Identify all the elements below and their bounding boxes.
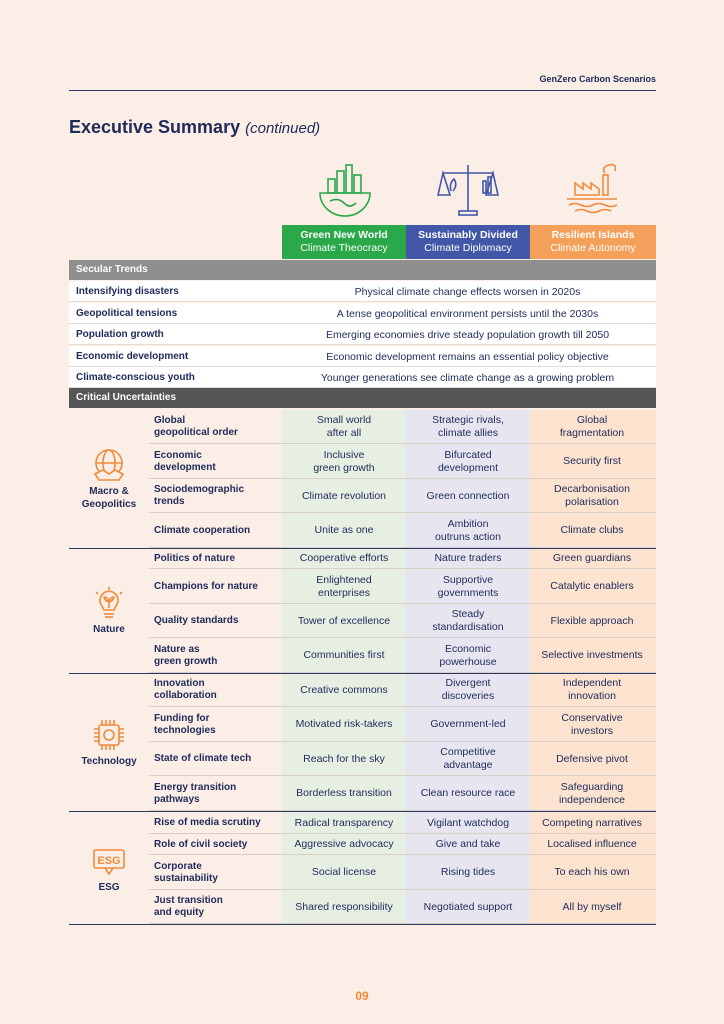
- trend-row: [69, 367, 656, 388]
- trend-row: [69, 324, 656, 345]
- scenario-cell: Selective investments: [541, 649, 643, 661]
- uncertainty-row: [149, 604, 656, 638]
- uncertainty-label: Role of civil society: [154, 838, 248, 850]
- uncertainty-row: [149, 673, 656, 707]
- scenario-cell: Ambition outruns action: [435, 517, 501, 543]
- trend-text: Younger generations see climate change as a growing problem: [320, 372, 615, 384]
- uncertainty-row: [149, 479, 656, 513]
- scenario-cell: Aggressive advocacy: [294, 838, 394, 850]
- scenario-cell: Radical transparency: [294, 816, 394, 829]
- scenario-cell: All by myself: [562, 900, 622, 913]
- svg-text:ESG: ESG: [97, 854, 121, 867]
- uncertainty-row: [149, 444, 656, 479]
- scenario-cell: Economic powerhouse: [439, 642, 497, 668]
- trend-text: Emerging economies drive steady population growth till 2050: [325, 329, 610, 341]
- uncertainty-label: Champions for nature: [154, 580, 258, 592]
- group-divider: [69, 924, 656, 925]
- scenario-cell: Independent innovation: [562, 677, 622, 702]
- header-rule: [69, 72, 656, 91]
- secular-trends-heading: Secular Trends: [69, 260, 656, 280]
- scenario-cell: Decarbonisation polarisation: [554, 483, 630, 508]
- uncertainty-row: [149, 890, 656, 924]
- scenario-cell: Safeguarding independence: [559, 780, 625, 806]
- trend-text: Economic development remains an essential policy objective: [326, 350, 609, 363]
- group-label: Macro & Geopolitics: [81, 486, 137, 510]
- group-label: Nature: [93, 624, 125, 635]
- scenario-cell: Green connection: [426, 489, 510, 502]
- trend-label: Climate-conscious youth: [76, 372, 195, 383]
- uncertainty-row: [149, 410, 656, 444]
- uncertainty-row: [149, 855, 656, 890]
- scenario-cell: Motivated risk-takers: [295, 718, 393, 730]
- uncertainty-row: [149, 638, 656, 673]
- uncertainty-label: Energy transition pathways: [154, 781, 237, 805]
- uncertainty-label: Rise of media scrutiny: [154, 817, 261, 828]
- uncertainty-label: Sociodemographic trends: [154, 484, 245, 507]
- scenario-cell: Social license: [311, 866, 377, 878]
- uncertainty-row: [149, 548, 656, 569]
- uncertainty-label: Economic development: [154, 449, 216, 473]
- balance-scale-icon: [437, 161, 499, 219]
- scenario-cell: Creative commons: [300, 683, 388, 696]
- uncertainty-row: [149, 707, 656, 742]
- group-label: ESG: [98, 881, 120, 893]
- trend-label: Intensifying disasters: [76, 286, 179, 297]
- uncertainty-label: Nature as green growth: [154, 643, 218, 667]
- scenario-cell: Give and take: [435, 838, 501, 850]
- uncertainty-row: [149, 776, 656, 811]
- scenario-cell: Climate revolution: [301, 489, 387, 502]
- lightbulb-leaf-icon: [91, 586, 127, 620]
- uncertainty-label: Innovation collaboration: [154, 678, 217, 701]
- scenario-cell: Tower of excellence: [297, 614, 391, 627]
- scenario-cell: Cooperative efforts: [299, 552, 389, 564]
- scenario-cell: Negotiated support: [423, 900, 513, 913]
- page-number: 09: [355, 989, 369, 1003]
- esg-icon: [91, 844, 127, 878]
- trend-text: Physical climate change effects worsen in 2020s: [354, 286, 581, 298]
- trend-row: [69, 303, 656, 324]
- scenario-cell: To each his own: [554, 866, 630, 878]
- scenario-cell: Steady standardisation: [432, 608, 504, 633]
- scenario-cell: Rising tides: [440, 866, 496, 878]
- scenario-cell: Bifurcated development: [437, 448, 499, 474]
- factory-island-icon: [561, 161, 623, 219]
- scenario-cell: Divergent discoveries: [441, 677, 495, 702]
- uncertainty-row: [149, 834, 656, 855]
- scenario-cell: Strategic rivals, climate allies: [432, 414, 504, 439]
- scenario-cell: Localised influence: [547, 838, 637, 850]
- critical-uncertainties-heading: Critical Uncertainties: [69, 388, 656, 408]
- uncertainty-row: [149, 513, 656, 548]
- scenario-cell: Clean resource race: [420, 787, 516, 799]
- uncertainty-label: Just transition and equity: [154, 895, 223, 918]
- group-label: Technology: [81, 755, 137, 767]
- page-title-suffix: (continued): [245, 120, 321, 137]
- uncertainty-row: [149, 812, 656, 834]
- trend-label: Geopolitical tensions: [76, 307, 178, 319]
- scenario-cell: Inclusive green growth: [313, 448, 375, 474]
- scenario-cell: Enlightened enterprises: [316, 573, 372, 599]
- scenario-cell: Supportive governments: [437, 573, 499, 599]
- scenario-cell: Small world after all: [316, 414, 372, 439]
- scenario-cell: Borderless transition: [296, 787, 392, 799]
- chip-icon: [91, 718, 127, 752]
- trend-label: Economic development: [76, 350, 189, 362]
- uncertainty-row: [149, 742, 656, 776]
- uncertainty-label: Politics of nature: [154, 552, 236, 564]
- scenario-sustainably-divided: Sustainably Divided Climate Diplomacy: [406, 225, 530, 259]
- scenario-cell: Catalytic enablers: [550, 580, 634, 592]
- scenario-cell: Shared responsibility: [295, 900, 393, 913]
- scenario-cell: Green guardians: [552, 552, 632, 564]
- uncertainty-label: State of climate tech: [154, 753, 252, 764]
- trend-text: A tense geopolitical environment persists until the 2030s: [336, 307, 599, 320]
- page-title: Executive Summary (continued): [69, 117, 321, 137]
- uncertainty-label: Global geopolitical order: [154, 415, 238, 438]
- scenario-cell: Government-led: [430, 718, 506, 730]
- scenario-resilient-islands: Resilient Islands Climate Autonomy: [530, 225, 656, 259]
- scenario-green-new-world: Green New World Climate Theocracy: [282, 225, 406, 259]
- trend-row: [69, 281, 656, 302]
- scenario-cell: Vigilant watchdog: [426, 816, 510, 829]
- uncertainty-label: Quality standards: [154, 615, 239, 626]
- trend-label: Population growth: [76, 329, 164, 340]
- scenario-cell: Competitive advantage: [440, 746, 496, 771]
- uncertainty-label: Funding for technologies: [154, 712, 216, 736]
- scenario-cell: Defensive pivot: [556, 752, 628, 765]
- scenario-cell: Reach for the sky: [303, 752, 385, 765]
- document-title: GenZero Carbon Scenarios: [539, 74, 656, 84]
- uncertainty-row: [149, 569, 656, 604]
- scenario-cell: Conservative investors: [561, 711, 623, 737]
- scenario-cell: Competing narratives: [542, 816, 642, 829]
- scenario-cell: Climate clubs: [560, 524, 624, 536]
- scenario-cell: Communities first: [303, 649, 385, 661]
- scenario-cell: Nature traders: [434, 552, 502, 564]
- globe-city-icon: [314, 161, 376, 219]
- scenario-cell: Security first: [563, 455, 621, 467]
- trend-row: [69, 346, 656, 367]
- globe-handshake-icon: [91, 448, 127, 482]
- uncertainty-label: Climate cooperation: [154, 524, 251, 536]
- scenario-cell: Flexible approach: [550, 614, 634, 627]
- scenario-cell: Global fragmentation: [559, 414, 625, 439]
- uncertainty-label: Corporate sustainability: [154, 860, 218, 884]
- scenario-cell: Unite as one: [314, 524, 374, 536]
